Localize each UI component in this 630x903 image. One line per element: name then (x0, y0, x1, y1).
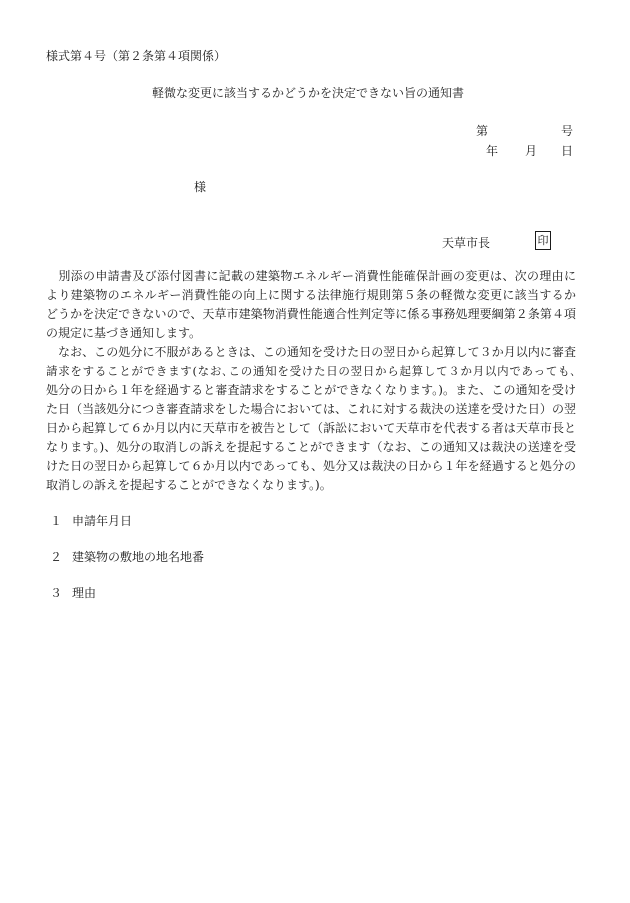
number-suffix: 号 (560, 124, 573, 138)
body-paragraph-1 (46, 267, 576, 343)
paragraph-line: 処分の日から１年を経過すると審査請求をすることができなくなります。)。また、この通知を受け (46, 383, 576, 397)
item-number: １ (50, 514, 63, 528)
paragraph-line: どうかを決定できないので、天草市建築物消費性能適合性判定等に係る事務処理要綱第２条第４項 (46, 307, 576, 321)
form-label: 様式第４号（第２条第４項関係） (46, 49, 227, 63)
paragraph-line: なります。)、処分の取消しの訴えを提起することができます（なお、この通知又は裁決の送達を受 (46, 440, 576, 454)
list-item-site-address (50, 548, 204, 565)
paragraph-line: なお、この処分に不服があるときは、この通知を受けた日の翌日から起算して３か月以内に審査 (46, 345, 576, 359)
paragraph-line: の規定に基づき通知します。 (46, 326, 202, 340)
body-paragraph-2 (46, 343, 576, 495)
item-label: 建築物の敷地の地名地番 (72, 550, 205, 564)
item-number: ２ (50, 550, 63, 564)
paragraph-line: 日から起算して６か月以内に天草市を被告として（訴訟において天草市を代表する者は天草市長と (46, 421, 576, 435)
paragraph-line: 別添の申請書及び添付図書に記載の建築物エネルギー消費性能確保計画の変更は、次の理由に (46, 269, 576, 283)
paragraph-line: より建築物のエネルギー消費性能の向上に関する法律施行規則第５条の軽微な変更に該当するか (46, 288, 576, 302)
paragraph-line: 取消しの訴えを提起することができなくなります。)。 (46, 478, 332, 492)
paragraph-line: た日（当該処分につき審査請求をした場合においては、これに対する裁決の送達を受けた日）の翌 (46, 402, 576, 416)
sender-name: 天草市長 (442, 236, 491, 250)
paragraph-line: 請求をすることができます(なお､この通知を受けた日の翌日から起算して３か月以内であっても､ (46, 364, 576, 378)
date-day: 日 (560, 144, 573, 158)
number-prefix: 第 (476, 124, 489, 138)
paragraph-line: けた日の翌日から起算して６か月以内であっても、処分又は裁決の日から１年を経過すると処分の (46, 459, 576, 473)
list-item-application-date (50, 512, 132, 529)
document-title: 軽微な変更に該当するかどうかを決定できない旨の通知書 (152, 86, 465, 100)
item-label: 申請年月日 (72, 514, 133, 528)
seal-stamp: 印 (535, 231, 551, 250)
addressee-honorific: 様 (194, 180, 207, 194)
list-item-reason (50, 584, 96, 601)
item-label: 理由 (72, 586, 97, 600)
date-month: 月 (525, 144, 538, 158)
item-number: ３ (50, 586, 63, 600)
date-year: 年 (486, 144, 499, 158)
